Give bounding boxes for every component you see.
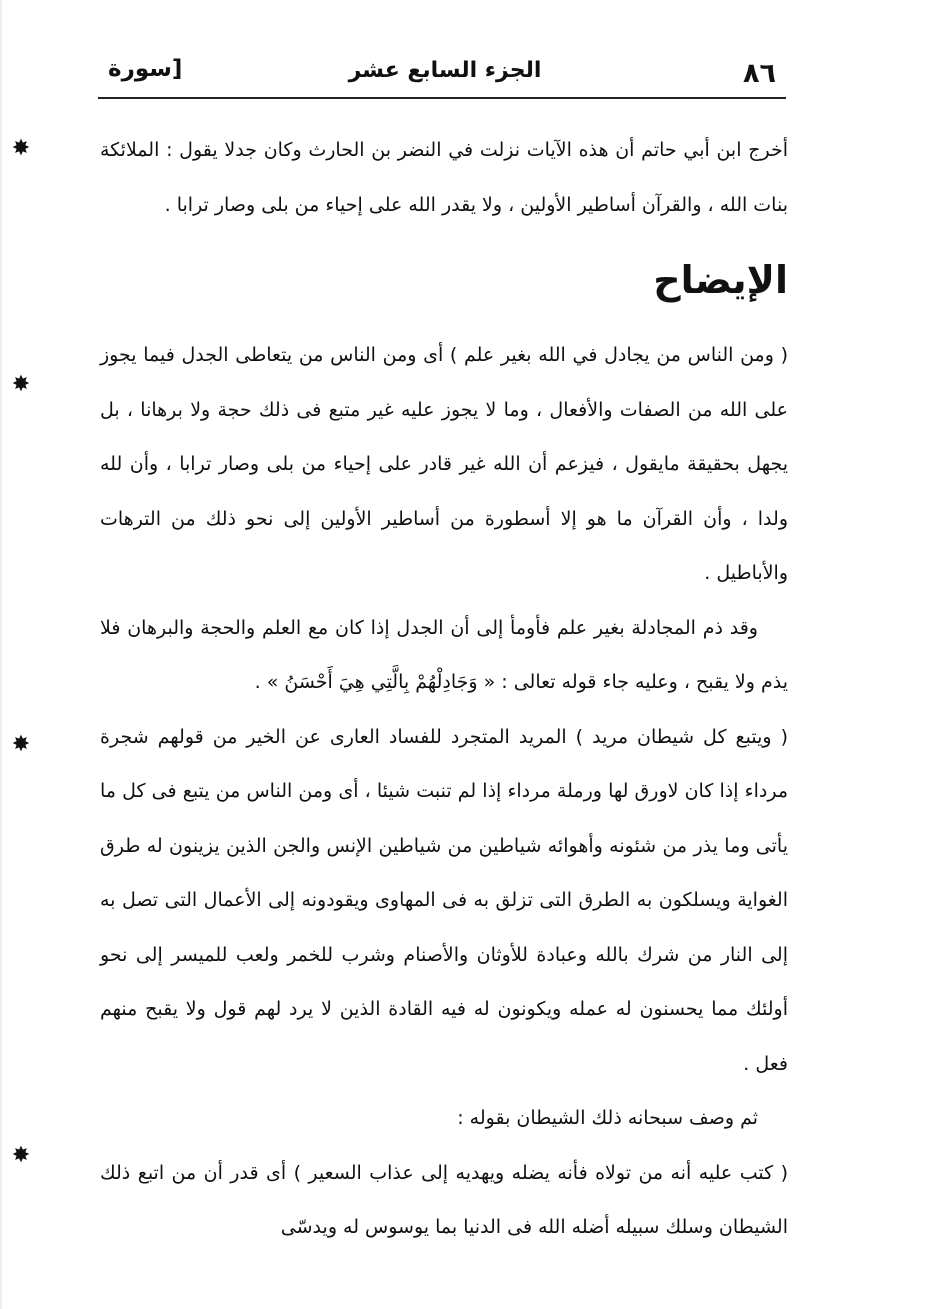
paragraph: ( كتب عليه أنه من تولاه فأنه يضله ويهديه إلى عذاب السعير ) أى قدر أن من اتبع ذلك الشيطان وسلك سبيله أضله الله فى الدنيا بما يوسوس له ويدسّى xyxy=(100,1161,788,1238)
binding-hole-icon: ✸ xyxy=(11,136,31,161)
binding-hole-icon: ✸ xyxy=(11,732,31,757)
paragraph: ( ويتبع كل شيطان مريد ) المريد المتجرد للفساد العارى عن الخير من قولهم شجرة مرداء إذا كان لاورق لها ورملة مرداء إذا لم تنبت شيئا ، أى ومن الناس من يتبع فى كل ما يأتى وما يذر من شئونه وأهوائه شياطين من شياطين الإنس والجن الذين يزينون له طرق الغواية ويسلكون به الطرق التى تزلق به فى المهاوى ويقودونه إلى الأعمال التى تصل به إلى النار من شرك بالله وعبادة للأوثان والأصنام وشرب للخمر ولعب للميسر إلى نحو أولئك مما يحسنون له عمله ويكونون له فيه القادة الذين لا يرد لهم قول ولا يقبح منهم فعل . xyxy=(100,725,788,1075)
section-heading: الإيضاح xyxy=(653,258,788,302)
header-rule xyxy=(98,97,786,99)
paragraph: وقد ذم المجادلة بغير علم فأومأ إلى أن الجدل إذا كان مع العلم والحجة والبرهان فلا يذم ولا يقبح ، وعليه جاء قوله تعالى : « وَجَادِلْهُمْ بِالَّتِي هِيَ أَحْسَنُ » . xyxy=(100,616,788,693)
paragraph: ثم وصف سبحانه ذلك الشيطان بقوله : xyxy=(457,1107,758,1129)
binding-hole-icon: ✸ xyxy=(11,372,31,397)
surah-label: [سورة xyxy=(108,56,183,82)
binding-hole-icon: ✸ xyxy=(11,1143,31,1168)
intro-paragraph: أخرج ابن أبي حاتم أن هذه الآيات نزلت في النضر بن الحارث وكان جدلا يقول : الملائكة بنات الله ، والقرآن أساطير الأولين ، ولا يقدر الله على إحياء من بلى وصار ترابا . xyxy=(100,139,788,216)
paragraph: ( ومن الناس من يجادل في الله بغير علم ) أى ومن الناس من يتعاطى الجدل فيما يجوز على الله من الصفات والأفعال ، وما لا يجوز عليه غير متبع فى ذلك حجة ولا برهانا ، بل يجهل بحقيقة مايقول ، فيزعم أن الله غير قادر على إحياء من بلى وصار ترابا ، وأن لله ولدا ، وأن القرآن ما هو إلا أسطورة من أساطير الأولين إلى نحو ذلك من الترهات والأباطيل . xyxy=(100,344,788,584)
scan-edge xyxy=(0,0,2,1309)
body-text xyxy=(100,123,788,1255)
page-header xyxy=(100,50,790,94)
juz-title: الجزء السابع عشر xyxy=(348,58,542,83)
page-number: ٨٦ xyxy=(743,58,776,89)
